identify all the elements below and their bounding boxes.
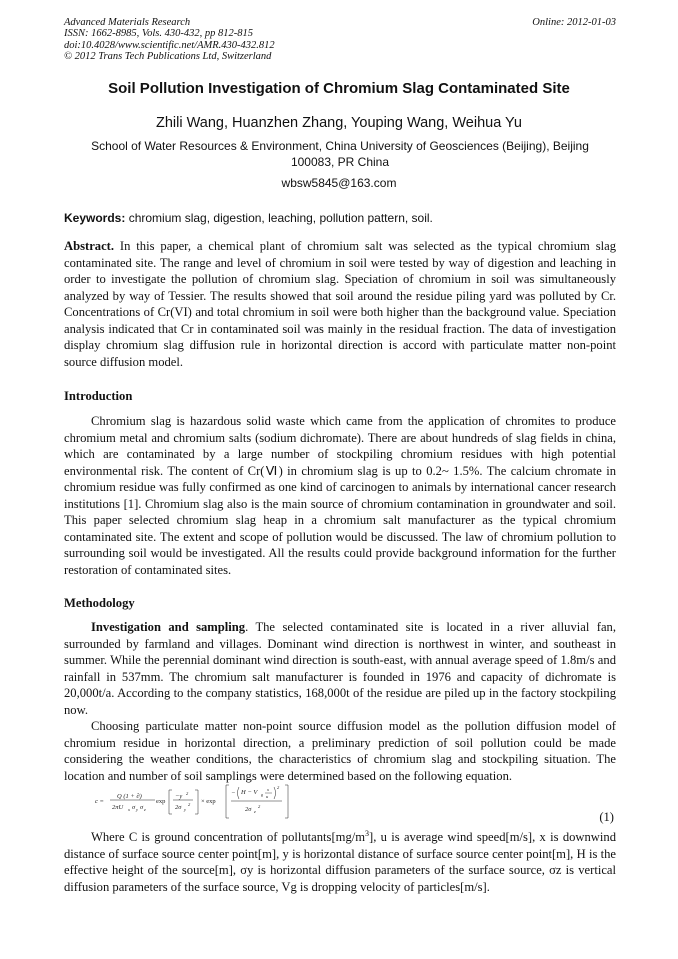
eq-den-sigma-y: σ — [132, 804, 136, 811]
eq-z-den: 2σ — [245, 806, 252, 813]
eq-paren-left — [238, 787, 240, 799]
eq-y-den-sub: y — [184, 807, 186, 812]
journal-name: Advanced Materials Research — [64, 17, 191, 28]
eq-c: c = — [95, 798, 104, 805]
eq-exp-1: exp — [156, 798, 166, 805]
abstract — [64, 238, 616, 370]
keywords-text: chromium slag, digestion, leaching, pollution pattern, soil. — [128, 211, 433, 225]
methodology-p1-text: . The selected contaminated site is located in a river alluvial fan, surrounded by farmland and villages. Dominant wind direction is northwest in winter, and southeast in summer. While the perennial dominant wind direction is south-east, with annual average speed of 1.8m/s and rainfall in 537mm. The chromium salt manufacturer is founded in 1976 and capacity of dichromate is 20,000t/a. According to the company statistics, 168,000t of the residue are piled up in the factory stockpiling now. — [64, 620, 616, 717]
diffusion-equation — [95, 784, 355, 820]
eq-h-text: H − V — [241, 789, 258, 796]
eq-den-sub-z: z — [144, 807, 146, 812]
abstract-text: In this paper, a chemical plant of chromium salt was selected as the typical chromium slag contaminated site. The range and level of chromium in soil were tested by way of digestion and leaching in order to investigate the pollution of chromium slag. Speciation of chromium in soil was simultaneously analyzed by way of Tessier. The results showed that soil around the residue piling yard was polluted by Cr. Concentrations of Cr(VI) and total chromium in soil were both higher than the background value. Speciation analysis indicated that Cr in contaminated soil was mainly in the residual fraction. The data of investigation display chromium slag diffusion rule in horizontal direction is accord with particulate matter non-point source diffusion model. — [64, 239, 616, 369]
eq-paren-right — [274, 787, 276, 799]
eq-bracket-left-2 — [226, 785, 229, 818]
methodology-paragraph-1 — [64, 619, 616, 718]
eq-den-sigma-z: σ — [140, 804, 144, 811]
eq-times-exp: × exp — [201, 798, 216, 805]
p3-text-b: ], u is average wind speed[m/s], x is downwind distance of surface source center point[m], y is horizontal distance of surface source center point[m], H is the effective height of the source[m], σy is horizontal diffusion parameters of the surface source, σz is vertical diffusion parameters of the surface source, Vg is dropping velocity of particles[m/s]. — [64, 830, 616, 894]
keywords — [64, 211, 616, 225]
eq-frac-u: u — [266, 794, 269, 799]
keywords-label: Keywords: — [64, 211, 126, 225]
eq-vg-sub: g — [261, 792, 263, 797]
paper-title: Soil Pollution Investigation of Chromium Slag Contaminated Site — [108, 80, 570, 97]
eq-z-den-sq: 2 — [258, 804, 261, 809]
online-date: Online: 2012-01-03 — [532, 17, 616, 28]
eq-numerator: Q (1 + ∂) — [117, 793, 142, 800]
issn-line: ISSN: 1662-8985, Vols. 430-432, pp 812-815 — [64, 28, 253, 40]
introduction-heading: Introduction — [64, 389, 133, 403]
author-email: wbsw5845@163.com — [281, 176, 397, 190]
eq-bracket-right-2 — [285, 785, 288, 818]
eq-frac-x: x — [267, 787, 269, 792]
p3-text-a: Where C is ground concentration of pollutants[mg/m — [91, 830, 366, 845]
eq-z-den-sub: z — [254, 809, 256, 814]
eq-bracket-right-1 — [195, 790, 198, 814]
methodology-paragraph-3 — [64, 826, 616, 895]
eq-y-num: −y — [175, 793, 183, 800]
equation-number: (1) — [599, 810, 614, 824]
eq-y-den-sq: 2 — [188, 802, 191, 807]
journal-header — [64, 17, 616, 63]
eq-bracket-left-1 — [169, 790, 172, 814]
eq-y-den: 2σ — [175, 804, 182, 811]
eq-den-sub-x: x — [128, 807, 130, 812]
doi-line: doi:10.4028/www.scientific.net/AMR.430-432.812 — [64, 39, 275, 51]
eq-den-sub-y: y — [136, 807, 138, 812]
eq-minus: − — [231, 790, 236, 797]
investigation-subheading: Investigation and sampling — [91, 620, 246, 634]
introduction-text: Chromium slag is hazardous solid waste which came from the application of chromites to produce chromium metal and chromium salts (sodium dichromate). There are about hundreds of slag fields in china, which are contaminated by a large number of stockpiling chromium residues with high potential environmental risk. The content of Cr(Ⅵ) in chromium slag is up to 0.2~ 1.5%. The calcium chromate in chromium residue was fully confirmed as one kind of carcinogen to animals by international cancer research institutions [1]. Chromium slag also is the main source of chromium contamination in groundwater and soil. This paper selected chromium slag heap in a chromium salt manufacturer as the typical chromium contaminated site. The extent and scope of pollution would be discussed. The law of chromium pollution to surrounding soil would be investigated. All the results could provide background information for the further restoration of contaminated sites. — [64, 414, 616, 577]
author-list: Zhili Wang, Huanzhen Zhang, Youping Wang, Weihua Yu — [156, 115, 522, 131]
p3-superscript: 3 — [365, 829, 370, 838]
eq-denominator: 2πU — [112, 804, 124, 811]
eq-y-sq: 2 — [186, 791, 189, 796]
methodology-paragraph-2: Choosing particulate matter non-point source diffusion model as the pollution diffusion model of chromium residue in horizontal direction, a preliminary prediction of soil pollution could be made considering the weather conditions, the characteristics of chromium slag and stockpiling situation. The location and number of soil samplings were determined based on the following equation. — [64, 719, 616, 783]
eq-h-sq: 2 — [277, 785, 280, 790]
methodology-heading: Methodology — [64, 596, 135, 610]
affiliation: School of Water Resources & Environment, China University of Geosciences (Beijing), Beijing 100083, PR China — [91, 139, 589, 169]
abstract-label: Abstract. — [64, 239, 115, 253]
copyright-line: © 2012 Trans Tech Publications Ltd, Switzerland — [64, 51, 272, 63]
